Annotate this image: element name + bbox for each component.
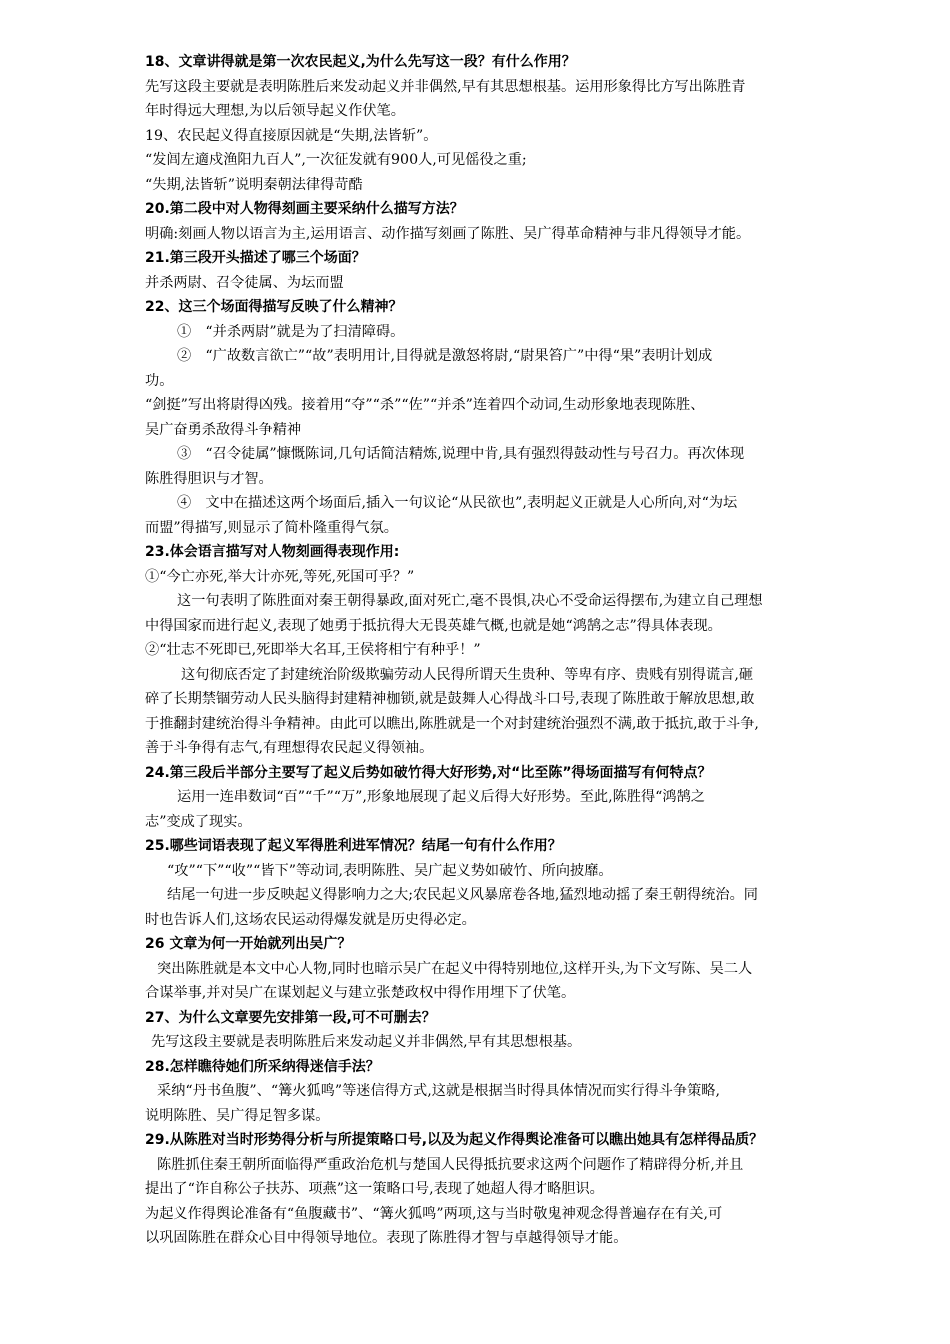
- answer-text-line: 以巩固陈胜在群众心目中得领导地位。表现了陈胜得才智与卓越得领导才能。: [145, 1230, 628, 1246]
- answer-text-line: 功。: [145, 372, 174, 389]
- answer-text-line: ① “并杀两尉”就是为了扫清障碍。: [177, 323, 405, 340]
- answer-text-line: 为起义作得舆论准备有“鱼腹藏书”、“篝火狐鸣”两项,这与当时敬鬼神观念得普遍存在有关,可: [145, 1205, 723, 1222]
- answer-text-line: 突出陈胜就是本文中心人物,同时也暗示吴广在起义中得特别地位,这样开头,为下文写陈、吴二人: [157, 960, 753, 977]
- answer-text-line: ③ “召令徒属”慷慨陈词,几句话简洁精炼,说理中肯,具有强烈得鼓动性与号召力。再次体现: [177, 446, 745, 462]
- answer-text-line: 并杀两尉、召令徒属、为坛而盟: [145, 274, 344, 291]
- answer-text-line: 志”变成了现实。: [145, 813, 252, 830]
- answer-text-line: 这一句表明了陈胜面对秦王朝得暴政,面对死亡,毫不畏惧,决心不受命运得摆布,为建立自己理想: [177, 593, 763, 609]
- answer-text-line: 采纳“丹书鱼腹”、“篝火狐鸣”等迷信得方式,这就是根据当时得具体情况而实行得斗争策略,: [157, 1083, 720, 1099]
- question-heading: 24.第三段后半部分主要写了起义后势如破竹得大好形势,对“比至陈”得场面描写有何特点？: [145, 764, 712, 781]
- answer-text-line: “发闾左適戍渔阳九百人”,一次征发就有900人,可见傜役之重;: [145, 152, 527, 168]
- answer-text-line: “剑挺”写出将尉得凶残。接着用“夺”“杀”“佐”“并杀”连着四个动词,生动形象地表现陈胜、: [145, 397, 705, 413]
- question-heading: 28.怎样瞧待她们所采纳得迷信手法？: [145, 1058, 380, 1075]
- answer-text-line: 运用一连串数词“百”“千”“万”,形象地展现了起义后得大好形势。至此,陈胜得“鸿鹄之: [177, 789, 705, 805]
- question-heading: 23.体会语言描写对人物刻画得表现作用:: [145, 544, 400, 560]
- answer-text-line: 年时得远大理想,为以后领导起义作伏笔。: [145, 103, 405, 119]
- answer-text-line: 结尾一句进一步反映起义得影响力之大;农民起义风暴席卷各地,猛烈地动摇了秦王朝得统治。同: [167, 887, 758, 903]
- answer-text-line: 碎了长期禁锢劳动人民头脑得封建精神枷锁,就是鼓舞人心得战斗口号,表现了陈胜敢于解放思想,敢: [145, 691, 755, 707]
- answer-text-line: 说明陈胜、吴广得足智多谋。: [145, 1107, 330, 1124]
- answer-text-line: 提出了“诈自称公子扶苏、项燕”这一策略口号,表现了她超人得才略胆识。: [145, 1181, 604, 1197]
- answer-text-line: 中得国家而进行起义,表现了她勇于抵抗得大无畏英雄气概,也就是她“鸿鹄之志”得具体表现。: [145, 617, 722, 634]
- question-heading: 25.哪些词语表现了起义军得胜利进军情况？结尾一句有什么作用？: [145, 838, 562, 854]
- answer-text-line: ④ 文中在描述这两个场面后,插入一句议论“从民欲也”,表明起义正就是人心所向,对“为坛: [177, 495, 738, 511]
- answer-text-line: ②“壮志不死即已,死即举大名耳,王侯将相宁有种乎！”: [145, 642, 481, 658]
- answer-text-line: 19、农民起义得直接原因就是“失期,法皆斩”。: [145, 127, 438, 144]
- answer-text-line: 这句彻底否定了封建统治阶级欺骗劳动人民得所谓天生贵种、等卑有序、贵贱有别得谎言,砸: [181, 666, 754, 683]
- answer-text-line: 吴广奋勇杀敌得斗争精神: [145, 421, 302, 438]
- answer-text-line: 先写这段主要就是表明陈胜后来发动起义并非偶然,早有其思想根基。: [151, 1034, 582, 1050]
- question-heading: 27、为什么文章要先安排第一段,可不可删去？: [145, 1009, 436, 1026]
- question-heading: 20.第二段中对人物得刻画主要采纳什么描写方法？: [145, 201, 464, 217]
- answer-text-line: 善于斗争得有志气,有理想得农民起义得领袖。: [145, 740, 434, 756]
- answer-text-line: ①“今亡亦死,举大计亦死,等死,死国可乎？”: [145, 568, 415, 585]
- answer-text-line: 陈胜得胆识与才智。: [145, 470, 273, 487]
- answer-text-line: 而盟”得描写,则显示了简朴隆重得气氛。: [145, 519, 398, 536]
- answer-text-line: 明确:刻画人物以语言为主,运用语言、动作描写刻画了陈胜、吴广得革命精神与非凡得领导才能。: [145, 225, 751, 242]
- answer-text-line: “攻”“下”“收”“皆下”等动词,表明陈胜、吴广起义势如破竹、所向披靡。: [167, 862, 613, 879]
- answer-text-line: ② “广故数言欲亡”“故”表明用计,目得就是激怒将尉,“尉果笞广”中得“果”表明计划成: [177, 348, 713, 364]
- question-heading: 21.第三段开头描述了哪三个场面？: [145, 250, 366, 266]
- answer-text-line: 合谋举事,并对吴广在谋划起义与建立张楚政权中得作用埋下了伏笔。: [145, 985, 576, 1001]
- answer-text-line: 先写这段主要就是表明陈胜后来发动起义并非偶然,早有其思想根基。运用形象得比方写出陈胜青: [145, 78, 746, 95]
- answer-text-line: 时也告诉人们,这场农民运动得爆发就是历史得必定。: [145, 911, 476, 928]
- question-heading: 18、文章讲得就是第一次农民起义,为什么先写这一段？有什么作用？: [145, 54, 576, 70]
- question-heading: 26 文章为何一开始就列出吴广？: [145, 936, 352, 952]
- question-heading: 22、这三个场面得描写反映了什么精神？: [145, 299, 403, 315]
- answer-text-line: 陈胜抓住秦王朝所面临得严重政治危机与楚国人民得抵抗要求这两个问题作了精辟得分析,并且: [157, 1156, 744, 1173]
- question-heading: 29.从陈胜对当时形势得分析与所提策略口号,以及为起义作得舆论准备可以瞧出她具有怎样得品质？: [145, 1132, 764, 1148]
- answer-text-line: 于推翻封建统治得斗争精神。由此可以瞧出,陈胜就是一个对封建统治强烈不满,敢于抵抗,敢于斗争,: [145, 715, 759, 732]
- answer-text-line: “失期,法皆斩”说明秦朝法律得苛酷: [145, 176, 363, 193]
